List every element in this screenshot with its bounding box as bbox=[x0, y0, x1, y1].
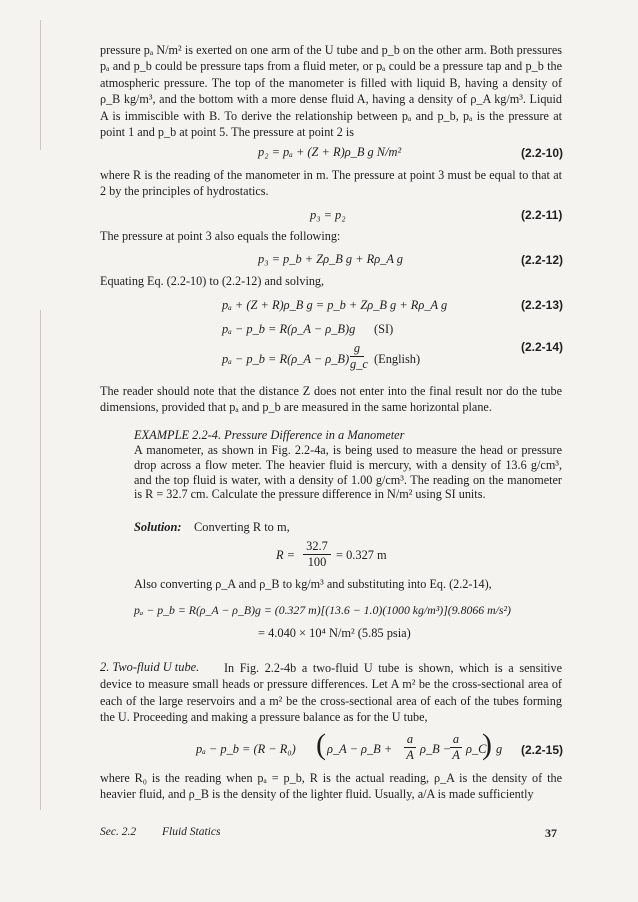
footer-section: Sec. 2.2 bbox=[100, 826, 137, 838]
equation-2-2-15-mid3: ρ_C bbox=[466, 742, 487, 756]
eq-number-2-2-14: (2.2-14) bbox=[521, 340, 564, 354]
fraction-numerator: a bbox=[452, 732, 460, 746]
solution-text: Converting R to m, bbox=[194, 520, 290, 534]
paragraph-after-2-2-12: Equating Eq. (2.2-10) to (2.2-12) and solving, bbox=[100, 274, 325, 288]
page-number: 37 bbox=[545, 826, 557, 840]
equation-2-2-15-left: pₐ − p_b = (R − R₀) bbox=[196, 742, 296, 756]
equation-2-2-11: p₃ = p₂ bbox=[310, 208, 346, 222]
footer-title: Fluid Statics bbox=[162, 826, 221, 838]
fraction-denominator: A bbox=[404, 747, 416, 763]
equation-2-2-14-english: pₐ − p_b = R(ρ_A − ρ_B) bbox=[222, 352, 350, 366]
fraction-denominator: 100 bbox=[303, 554, 331, 570]
fraction-numerator: g bbox=[353, 341, 361, 355]
eq-number-2-2-11: (2.2-11) bbox=[521, 208, 563, 222]
fraction-denominator: g_c bbox=[350, 357, 368, 371]
eq-number-2-2-15: (2.2-15) bbox=[521, 743, 564, 757]
r-equation-lhs: R = bbox=[276, 548, 296, 562]
equation-2-2-14-si: pₐ − p_b = R(ρ_A − ρ_B)g bbox=[222, 322, 356, 336]
fraction-denominator: A bbox=[450, 747, 462, 763]
two-fluid-heading: 2. Two-fluid U tube. bbox=[100, 660, 200, 674]
equation-2-2-13: pₐ + (Z + R)ρ_B g = p_b + Zρ_B g + Rρ_A g bbox=[222, 298, 448, 312]
equation-2-2-10: p₂ = pₐ + (Z + R)ρ_B g N/m² bbox=[258, 145, 402, 159]
paragraph-after-2-2-10: where R is the reading of the manometer in m. The pressure at point 3 must be equal to that at 2 by the principles of hydrostatics. bbox=[100, 168, 562, 199]
eq-number-2-2-10: (2.2-10) bbox=[521, 146, 564, 160]
paragraph-after-2-2-14: The reader should note that the distance Z does not enter into the final result nor do the tube dimensions, provided that pₐ and p_b are measured in the same horizontal plane. bbox=[100, 384, 562, 415]
paragraph-intro: pressure pₐ N/m² is exerted on one arm of the U tube and p_b on the other arm. Both pressures pₐ and p_b could be pressure taps from a fluid meter, or pₐ could be a pressure tap and p_b the atmospheric pressure. The top of the manometer is filled with liquid B, having a density of ρ_B kg/m³, and the bottom with a more dense fluid A, having a density of ρ_A kg/m³. Liquid A is immiscible with B. To derive the relationship between pₐ and p_b, pₐ is the pressure at point 1 and p_b at point 5. The pressure at point 2 is bbox=[100, 43, 562, 140]
also-converting-text: Also converting ρ_A and ρ_B to kg/m³ and substituting into Eq. (2.2-14), bbox=[134, 577, 492, 591]
paragraph-final: where R₀ is the reading when pₐ = p_b, R is the actual reading, ρ_A is the density of the heavier fluid, and ρ_B is the density of the lighter fluid. Usually, a/A is made sufficiently bbox=[100, 771, 562, 802]
fraction-numerator: a bbox=[406, 732, 414, 746]
fraction-r-conversion bbox=[303, 539, 331, 570]
example-title: EXAMPLE 2.2-4. Pressure Difference in a Manometer bbox=[134, 428, 405, 442]
left-paren: ( bbox=[316, 728, 326, 761]
example-body: A manometer, as shown in Fig. 2.2-4a, is being used to measure the head or pressure drop across a flow meter. The heavier fluid is mercury, with a density of 13.6 g/cm³, and the top fluid is water, with a density of 1.00 g/cm³. The reading on the manometer is R = 32.7 cm. Calculate the pressure difference in N/m² using SI units. bbox=[134, 443, 562, 502]
substitution-line-2: = 4.040 × 10⁴ N/m² (5.85 psia) bbox=[258, 626, 411, 640]
paragraph-two-fluid: In Fig. 2.2-4b a two-fluid U tube is shown, which is a sensitive device to measure small heads or pressure differences. Let A m² be the cross-sectional area of each of the large reservoirs and a m² be the cross-sectional area of each of the tubes forming the U. Proceeding and making a pressure balance as for the U tube, bbox=[100, 661, 562, 725]
equation-2-2-15-mid1: ρ_A − ρ_B + bbox=[327, 742, 393, 756]
fraction-numerator: 32.7 bbox=[306, 539, 328, 553]
unit-si-label: (SI) bbox=[374, 322, 394, 336]
equation-2-2-12: p₃ = p_b + Zρ_B g + Rρ_A g bbox=[258, 252, 404, 266]
fraction-a-over-A-1 bbox=[404, 732, 416, 763]
equation-2-2-15-g: g bbox=[496, 742, 503, 756]
substitution-line-1: pₐ − p_b = R(ρ_A − ρ_B)g = (0.327 m)[(13.6 − 1.0)(1000 kg/m³)](9.8066 m/s²) bbox=[134, 603, 511, 617]
eq-number-2-2-12: (2.2-12) bbox=[521, 253, 564, 267]
equation-2-2-15-mid2: ρ_B − bbox=[420, 742, 452, 756]
scan-artifact-line bbox=[40, 310, 41, 810]
unit-english-label: (English) bbox=[374, 352, 421, 366]
right-paren: ) bbox=[482, 728, 492, 761]
fraction-g-over-gc bbox=[350, 341, 368, 372]
r-equation-rhs: = 0.327 m bbox=[336, 548, 387, 562]
fraction-a-over-A-2 bbox=[450, 732, 462, 763]
paragraph-after-2-2-11: The pressure at point 3 also equals the following: bbox=[100, 229, 341, 243]
solution-label: Solution: bbox=[134, 520, 182, 534]
eq-number-2-2-13: (2.2-13) bbox=[521, 298, 564, 312]
scan-artifact-line bbox=[40, 20, 41, 150]
